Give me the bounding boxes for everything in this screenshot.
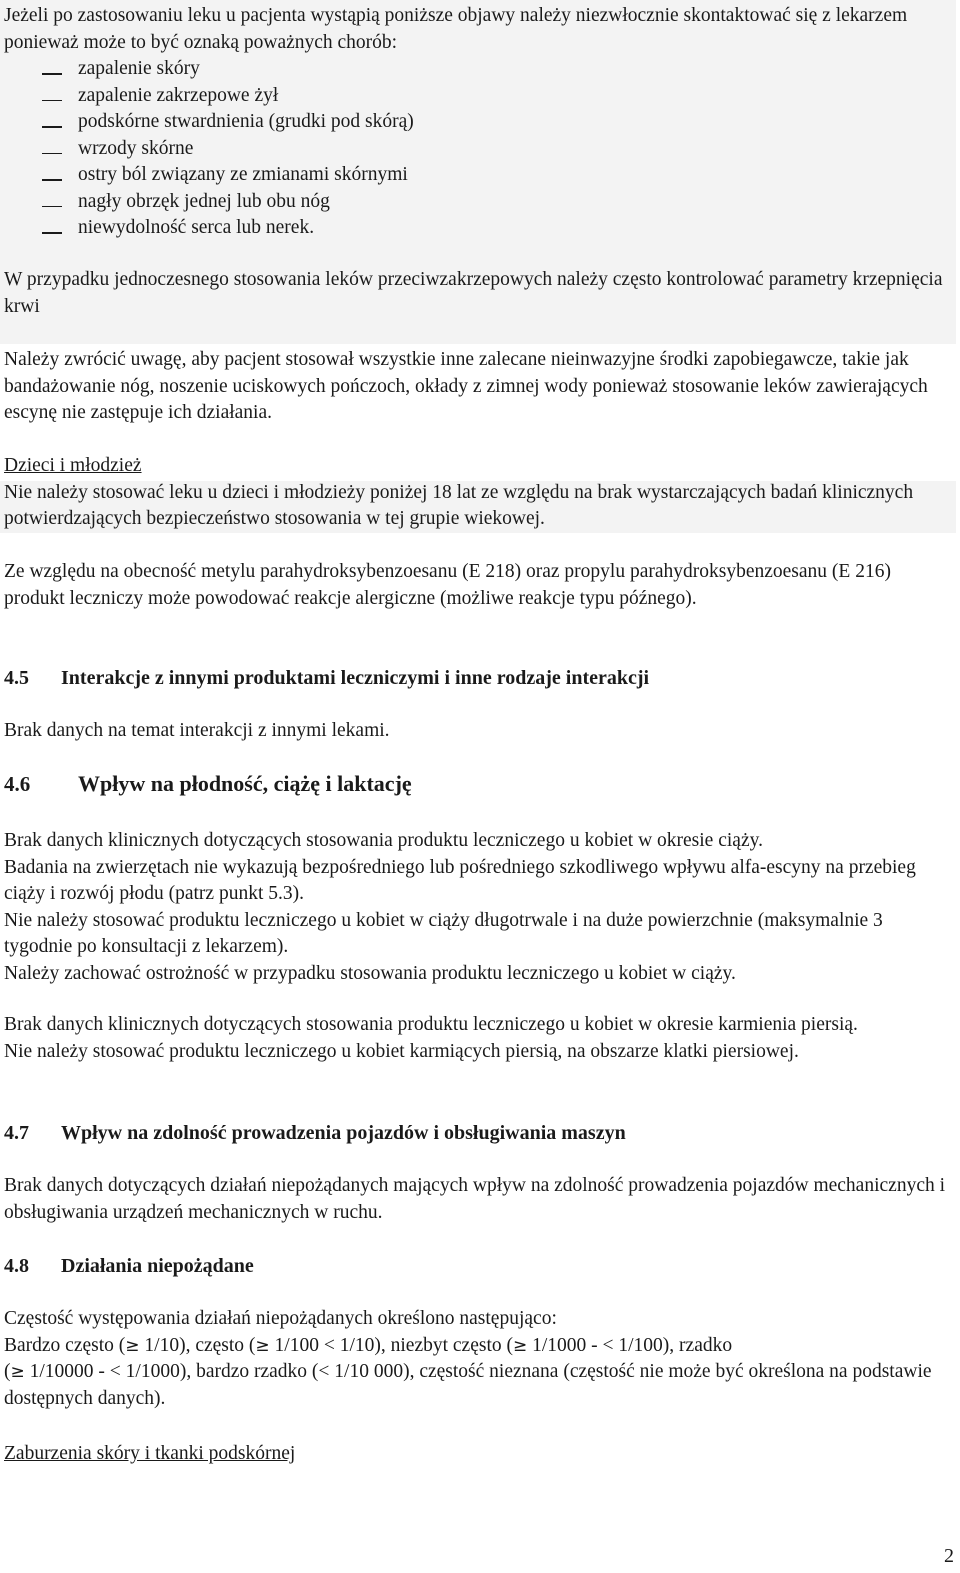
skin-disorders-subtitle: Zaburzenia skóry i tkanki podskórnej bbox=[4, 1443, 296, 1464]
children-subtitle: Dzieci i młodzież bbox=[4, 455, 142, 476]
children-block bbox=[4, 453, 956, 533]
freq-text: 1/1000 - < 1/100), rzadko bbox=[527, 1334, 733, 1356]
list-item bbox=[4, 109, 956, 136]
noninvasive-paragraph: Należy zwrócić uwagę, aby pacjent stosował wszystkie inne zalecane nieinwazyjne środki zapobiegawcze, takie jak bandażowanie nóg, noszenie uciskowych pończoch, okłady z zimnej wody ponieważ stosowanie leków zawierających escynę nie zastępuje ich działania. bbox=[4, 349, 928, 423]
driving-text: Brak danych dotyczących działań niepożądanych mających wpływ na zdolność prowadzenia pojazdów mechanicznych i obsługiwania urządzeń mechanicznych w ruchu. bbox=[4, 1175, 946, 1223]
section-title: Wpływ na płodność, ciążę i laktację bbox=[78, 771, 412, 796]
list-item-text: zapalenie skóry bbox=[78, 58, 200, 79]
list-item bbox=[4, 215, 956, 242]
section-title: Wpływ na zdolność prowadzenia pojazdów i obsługiwania maszyn bbox=[61, 1122, 626, 1144]
section-title: Interakcje z innymi produktami leczniczymi i inne rodzaje interakcji bbox=[61, 667, 650, 689]
dash-bullet-icon bbox=[42, 206, 62, 208]
freq-text: 1/10000 - < 1/1000), bardzo rzadko (< 1/10 000), częstość nieznana (częstość nie może być określona na podstawie dostępnych danych). bbox=[4, 1361, 932, 1409]
ge-symbol: ≥ bbox=[512, 1335, 528, 1356]
dash-bullet-icon bbox=[42, 126, 62, 128]
pregnancy-line: Nie należy stosować produktu leczniczego u kobiet w ciąży długotrwale i na duże powierzchnie (maksymalnie 3 tygodnie po konsultacji z lekarzem). bbox=[4, 909, 883, 957]
ge-symbol: ≥ bbox=[125, 1335, 140, 1356]
children-text: Nie należy stosować leku u dzieci i młodzieży poniżej 18 lat ze względu na brak wystarczających badań klinicznych potwierdzających bezpieczeństwo stosowania w tej grupie wiekowej. bbox=[4, 481, 914, 529]
list-item-text: niewydolność serca lub nerek. bbox=[78, 217, 315, 238]
section-number: 4.8 bbox=[4, 1255, 29, 1277]
section-number: 4.7 bbox=[4, 1122, 29, 1144]
section-heading-4-6 bbox=[4, 771, 412, 798]
lactation-line: Nie należy stosować produktu leczniczego u kobiet karmiących piersią, na obszarze klatki piersiowej. bbox=[4, 1040, 799, 1062]
section-heading-4-8 bbox=[4, 1253, 254, 1280]
dash-bullet-icon bbox=[42, 73, 62, 75]
pregnancy-block bbox=[4, 828, 944, 987]
pregnancy-line: Brak danych klinicznych dotyczących stosowania produktu leczniczego u kobiet w okresie ciąży. bbox=[4, 830, 763, 851]
page-number: 2 bbox=[944, 1545, 954, 1567]
list-item-text: podskórne stwardnienia (grudki pod skórą) bbox=[78, 111, 414, 132]
dash-bullet-icon bbox=[42, 232, 62, 234]
lactation-block bbox=[4, 1012, 956, 1065]
pregnancy-line: Należy zachować ostrożność w przypadku stosowania produktu leczniczego u kobiet w ciąży. bbox=[4, 962, 736, 984]
section-heading-4-7 bbox=[4, 1120, 626, 1147]
frequency-definitions bbox=[4, 1333, 956, 1413]
list-item bbox=[4, 136, 956, 163]
anticoagulant-paragraph: W przypadku jednoczesnego stosowania leków przeciwzakrzepowych należy często kontrolować parametry krzepnięcia krwi bbox=[4, 269, 943, 317]
list-item-text: zapalenie zakrzepowe żył bbox=[78, 84, 279, 106]
section-heading-4-5 bbox=[4, 665, 649, 692]
symptom-list bbox=[4, 56, 956, 242]
list-item-text: ostry ból związany ze zmianami skórnymi bbox=[78, 164, 408, 185]
warning-block bbox=[4, 3, 956, 242]
dash-bullet-icon bbox=[42, 153, 62, 155]
ge-symbol: ≥ bbox=[10, 1362, 25, 1382]
section-number: 4.5 bbox=[4, 667, 29, 689]
list-item-text: nagły obrzęk jednej lub obu nóg bbox=[78, 190, 330, 212]
dash-bullet-icon bbox=[42, 100, 62, 102]
list-item bbox=[4, 189, 956, 216]
warning-intro: Jeżeli po zastosowaniu leku u pacjenta wystąpią poniższe objawy należy niezwłocznie skontaktować się z lekarzem ponieważ może to być oznaką poważnych chorób: bbox=[4, 5, 908, 53]
freq-text: Bardzo często ( bbox=[4, 1334, 126, 1356]
frequency-intro: Częstość występowania działań niepożądanych określono następująco: bbox=[4, 1308, 557, 1329]
list-item bbox=[4, 83, 956, 110]
section-number: 4.6 bbox=[4, 772, 31, 796]
list-item-text: wrzody skórne bbox=[78, 137, 194, 159]
freq-text: ( bbox=[4, 1361, 11, 1382]
pregnancy-line: Badania na zwierzętach nie wykazują bezpośredniego lub pośredniego szkodliwego wpływu alfa-escyny na przebieg ciąży i rozwój płodu (patrz punkt 5.3). bbox=[4, 856, 916, 904]
freq-text: 1/10), często ( bbox=[139, 1334, 256, 1356]
freq-text: 1/100 < 1/10), niezbyt często ( bbox=[269, 1334, 513, 1356]
parabens-paragraph: Ze względu na obecność metylu parahydroksybenzoesanu (E 218) oraz propylu parahydroksybenzoesanu (E 216) produkt leczniczy może powodować reakcje alergiczne (możliwe reakcje typu późnego). bbox=[4, 561, 891, 609]
list-item bbox=[4, 56, 956, 83]
dash-bullet-icon bbox=[42, 179, 62, 181]
ge-symbol: ≥ bbox=[255, 1335, 270, 1356]
section-title: Działania niepożądane bbox=[61, 1255, 254, 1277]
interactions-text: Brak danych na temat interakcji z innymi lekami. bbox=[4, 720, 390, 741]
list-item bbox=[4, 162, 956, 189]
lactation-line: Brak danych klinicznych dotyczących stosowania produktu leczniczego u kobiet w okresie karmienia piersią. bbox=[4, 1014, 858, 1035]
frequency-block bbox=[4, 1306, 956, 1412]
